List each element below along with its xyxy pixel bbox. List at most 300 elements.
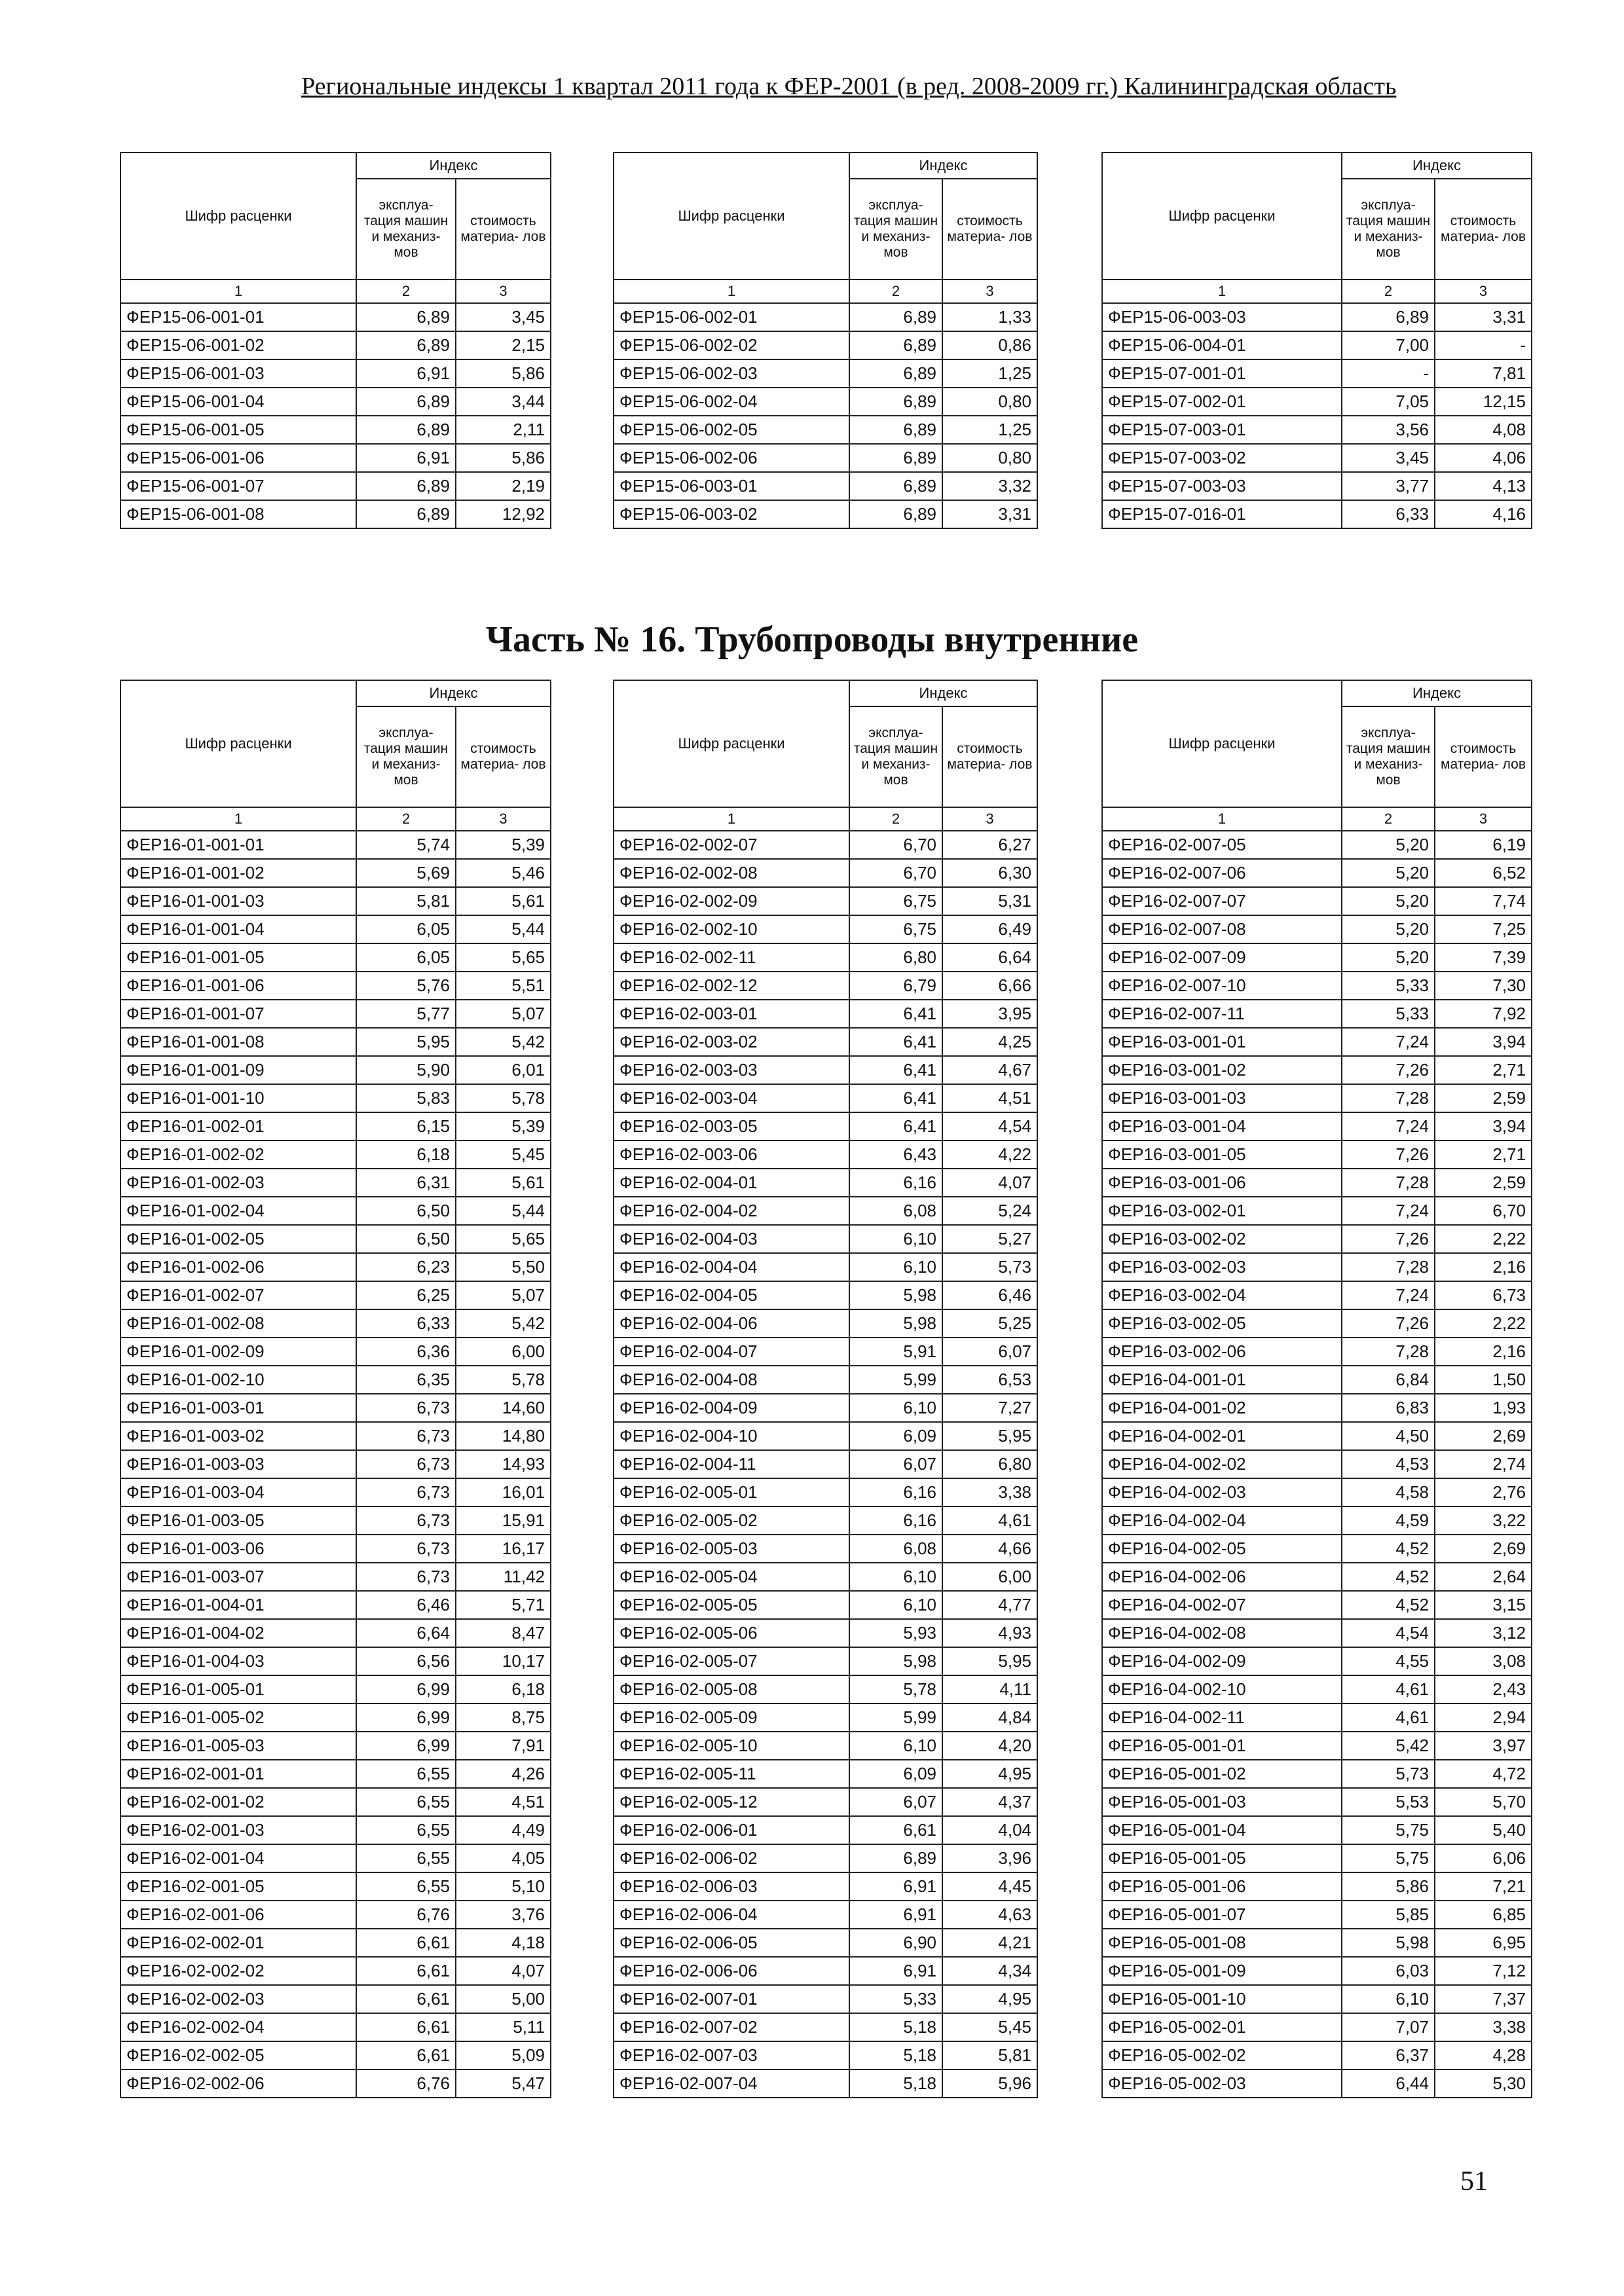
table-row	[1102, 500, 1532, 528]
materials-index: 5,51	[456, 972, 551, 1000]
machines-index: 6,10	[849, 1394, 942, 1422]
rate-code: ФЕР16-02-002-01	[120, 1929, 356, 1957]
machines-index: 5,33	[849, 1985, 942, 2013]
rate-code: ФЕР15-06-002-03	[614, 359, 849, 388]
column-number-3: 3	[456, 807, 551, 831]
rate-code: ФЕР16-01-002-10	[120, 1366, 356, 1394]
machines-index: 6,18	[356, 1140, 456, 1169]
rate-code: ФЕР16-01-004-03	[120, 1647, 356, 1675]
table-row	[614, 1957, 1037, 1985]
materials-index: 2,59	[1435, 1169, 1532, 1197]
machines-index: 6,89	[849, 444, 942, 472]
rate-code: ФЕР16-02-007-09	[1102, 943, 1342, 972]
table-row	[120, 1084, 551, 1112]
materials-index: 3,32	[942, 472, 1037, 500]
table-row	[1102, 303, 1532, 331]
column-number-1: 1	[120, 280, 356, 303]
machines-index: 7,28	[1342, 1253, 1435, 1281]
column-number-1: 1	[1102, 280, 1342, 303]
table-row	[614, 1929, 1037, 1957]
table-row	[614, 1338, 1037, 1366]
rate-code: ФЕР16-02-002-06	[120, 2069, 356, 2098]
materials-index: 15,91	[456, 1506, 551, 1535]
machines-index: 6,89	[356, 388, 456, 416]
rate-code: ФЕР15-06-001-04	[120, 388, 356, 416]
header-materials: стоимость материа- лов	[942, 179, 1037, 280]
rate-code: ФЕР16-02-002-03	[120, 1985, 356, 2013]
table-row	[1102, 1028, 1532, 1056]
header-materials: стоимость материа- лов	[1435, 179, 1532, 280]
machines-index: 7,28	[1342, 1084, 1435, 1112]
materials-index: 2,16	[1435, 1253, 1532, 1281]
rate-code: ФЕР16-01-001-07	[120, 1000, 356, 1028]
materials-index: 6,27	[942, 831, 1037, 859]
table-row	[614, 472, 1037, 500]
table-row	[120, 444, 551, 472]
table-row	[614, 1816, 1037, 1844]
materials-index: 5,78	[456, 1366, 551, 1394]
rate-code: ФЕР16-02-007-02	[614, 2013, 849, 2041]
materials-index: 4,93	[942, 1619, 1037, 1647]
rate-code: ФЕР16-02-004-11	[614, 1450, 849, 1478]
machines-index: 6,76	[356, 2069, 456, 2098]
materials-index: 4,72	[1435, 1760, 1532, 1788]
rate-code: ФЕР16-02-001-05	[120, 1872, 356, 1901]
column-number-2: 2	[356, 807, 456, 831]
table-row	[120, 887, 551, 915]
table-row	[120, 1140, 551, 1169]
header-index: Индекс	[1342, 680, 1532, 706]
materials-index: 1,93	[1435, 1394, 1532, 1422]
materials-index: 4,49	[456, 1816, 551, 1844]
table-row	[120, 1957, 551, 1985]
machines-index: 6,73	[356, 1422, 456, 1450]
materials-index: 6,66	[942, 972, 1037, 1000]
header-machines: эксплуа- тация машин и механиз- мов	[849, 706, 942, 807]
table-row	[1102, 1985, 1532, 2013]
rate-code: ФЕР16-01-001-03	[120, 887, 356, 915]
materials-index: 2,15	[456, 331, 551, 359]
materials-index: 1,25	[942, 359, 1037, 388]
rate-code: ФЕР16-02-004-03	[614, 1225, 849, 1253]
rate-code: ФЕР15-07-003-01	[1102, 416, 1342, 444]
table-row	[120, 1309, 551, 1338]
header-code: Шифр расценки	[614, 680, 849, 807]
rate-code: ФЕР16-02-002-12	[614, 972, 849, 1000]
header-index: Индекс	[356, 680, 551, 706]
materials-index: 0,80	[942, 444, 1037, 472]
materials-index: 5,65	[456, 943, 551, 972]
rate-code: ФЕР16-03-002-02	[1102, 1225, 1342, 1253]
table-row	[614, 1619, 1037, 1647]
machines-index: 6,55	[356, 1872, 456, 1901]
machines-index: 6,25	[356, 1281, 456, 1309]
rate-code: ФЕР16-02-007-11	[1102, 1000, 1342, 1028]
materials-index: 7,74	[1435, 887, 1532, 915]
machines-index: 6,84	[1342, 1366, 1435, 1394]
table-row	[1102, 388, 1532, 416]
machines-index: 5,18	[849, 2069, 942, 2098]
machines-index: 6,10	[1342, 1985, 1435, 2013]
rate-code: ФЕР16-02-002-05	[120, 2041, 356, 2069]
rate-code: ФЕР16-02-004-07	[614, 1338, 849, 1366]
rate-code: ФЕР16-02-002-04	[120, 2013, 356, 2041]
rate-code: ФЕР16-01-002-08	[120, 1309, 356, 1338]
rate-code: ФЕР15-06-001-05	[120, 416, 356, 444]
table-row	[614, 1140, 1037, 1169]
materials-index: 5,25	[942, 1309, 1037, 1338]
rate-code: ФЕР16-02-004-04	[614, 1253, 849, 1281]
machines-index: 7,26	[1342, 1140, 1435, 1169]
materials-index: 5,24	[942, 1197, 1037, 1225]
rate-code: ФЕР15-06-001-01	[120, 303, 356, 331]
materials-index: 8,47	[456, 1619, 551, 1647]
rate-code: ФЕР16-02-006-02	[614, 1844, 849, 1872]
column-number-1: 1	[120, 807, 356, 831]
machines-index: 6,89	[356, 472, 456, 500]
machines-index: 3,56	[1342, 416, 1435, 444]
rate-code: ФЕР16-01-001-05	[120, 943, 356, 972]
machines-index: 6,10	[849, 1563, 942, 1591]
materials-index: 6,06	[1435, 1844, 1532, 1872]
rate-code: ФЕР16-01-001-01	[120, 831, 356, 859]
materials-index: 4,51	[942, 1084, 1037, 1112]
table-row	[614, 1788, 1037, 1816]
table-row	[120, 972, 551, 1000]
header-machines: эксплуа- тация машин и механиз- мов	[356, 179, 456, 280]
machines-index: 6,61	[356, 1929, 456, 1957]
rate-code: ФЕР16-04-002-05	[1102, 1535, 1342, 1563]
table-row	[1102, 1844, 1532, 1872]
machines-index: 6,33	[356, 1309, 456, 1338]
rate-code: ФЕР16-02-003-01	[614, 1000, 849, 1028]
rate-code: ФЕР16-01-005-02	[120, 1704, 356, 1732]
rate-code: ФЕР15-06-003-01	[614, 472, 849, 500]
rate-code: ФЕР16-03-001-06	[1102, 1169, 1342, 1197]
materials-index: 5,86	[456, 444, 551, 472]
machines-index: 6,73	[356, 1506, 456, 1535]
part15-table-1	[120, 152, 551, 529]
materials-index: 4,04	[942, 1816, 1037, 1844]
rate-code: ФЕР16-02-007-05	[1102, 831, 1342, 859]
materials-index: 5,61	[456, 1169, 551, 1197]
table-row	[120, 500, 551, 528]
materials-index: 2,69	[1435, 1535, 1532, 1563]
rate-code: ФЕР16-04-002-11	[1102, 1704, 1342, 1732]
materials-index: 5,95	[942, 1422, 1037, 1450]
materials-index: 6,19	[1435, 831, 1532, 859]
column-number-2: 2	[849, 807, 942, 831]
rate-code: ФЕР16-01-001-09	[120, 1056, 356, 1084]
table-row	[120, 2069, 551, 2098]
machines-index: 5,76	[356, 972, 456, 1000]
materials-index: 4,34	[942, 1957, 1037, 1985]
part15-table-3	[1101, 152, 1532, 529]
rate-code: ФЕР16-01-003-02	[120, 1422, 356, 1450]
materials-index: 2,59	[1435, 1084, 1532, 1112]
materials-index: 2,71	[1435, 1140, 1532, 1169]
materials-index: 4,08	[1435, 416, 1532, 444]
table-row	[614, 1535, 1037, 1563]
rate-code: ФЕР15-06-003-03	[1102, 303, 1342, 331]
materials-index: 4,26	[456, 1760, 551, 1788]
materials-index: 5,45	[456, 1140, 551, 1169]
table-row	[614, 1169, 1037, 1197]
rate-code: ФЕР16-02-005-06	[614, 1619, 849, 1647]
machines-index: 4,61	[1342, 1704, 1435, 1732]
table-row	[614, 1225, 1037, 1253]
table-row	[120, 1450, 551, 1478]
rate-code: ФЕР16-02-007-03	[614, 2041, 849, 2069]
machines-index: 3,77	[1342, 472, 1435, 500]
materials-index: 5,42	[456, 1028, 551, 1056]
table-row	[614, 1281, 1037, 1309]
machines-index: 4,52	[1342, 1563, 1435, 1591]
machines-index: 6,08	[849, 1535, 942, 1563]
rate-code: ФЕР16-05-001-01	[1102, 1732, 1342, 1760]
rate-code: ФЕР16-03-002-03	[1102, 1253, 1342, 1281]
table-row	[120, 859, 551, 887]
machines-index: 5,86	[1342, 1872, 1435, 1901]
machines-index: 5,33	[1342, 1000, 1435, 1028]
materials-index: 5,78	[456, 1084, 551, 1112]
table-row	[614, 2041, 1037, 2069]
table-row	[120, 388, 551, 416]
table-row	[614, 1675, 1037, 1704]
materials-index: 5,95	[942, 1647, 1037, 1675]
rate-code: ФЕР15-06-001-07	[120, 472, 356, 500]
rate-code: ФЕР16-02-001-02	[120, 1788, 356, 1816]
machines-index: 6,37	[1342, 2041, 1435, 2069]
table-row	[1102, 1000, 1532, 1028]
table-row	[1102, 859, 1532, 887]
machines-index: 6,89	[1342, 303, 1435, 331]
machines-index: 4,52	[1342, 1535, 1435, 1563]
machines-index: 5,85	[1342, 1901, 1435, 1929]
rate-code: ФЕР16-01-001-06	[120, 972, 356, 1000]
table-row	[614, 943, 1037, 972]
rate-code: ФЕР16-04-002-09	[1102, 1647, 1342, 1675]
machines-index: 6,41	[849, 1056, 942, 1084]
part15-table-2	[613, 152, 1038, 529]
machines-index: 6,90	[849, 1929, 942, 1957]
rate-code: ФЕР16-05-001-06	[1102, 1872, 1342, 1901]
table-row	[614, 388, 1037, 416]
machines-index: 6,83	[1342, 1394, 1435, 1422]
machines-index: 6,89	[849, 359, 942, 388]
materials-index: 4,18	[456, 1929, 551, 1957]
rate-code: ФЕР16-02-002-10	[614, 915, 849, 943]
materials-index: 5,09	[456, 2041, 551, 2069]
materials-index: 6,53	[942, 1366, 1037, 1394]
rate-code: ФЕР16-04-002-01	[1102, 1422, 1342, 1450]
rate-code: ФЕР16-02-002-02	[120, 1957, 356, 1985]
materials-index: 7,21	[1435, 1872, 1532, 1901]
rate-code: ФЕР16-01-003-04	[120, 1478, 356, 1506]
rate-code: ФЕР15-07-003-03	[1102, 472, 1342, 500]
machines-index: 6,46	[356, 1591, 456, 1619]
column-number-2: 2	[1342, 807, 1435, 831]
page-header: Региональные индексы 1 квартал 2011 года к ФЕР-2001 (в ред. 2008-2009 гг.) Калининградская область	[301, 73, 1397, 100]
column-number-1: 1	[1102, 807, 1342, 831]
rate-code: ФЕР15-06-003-02	[614, 500, 849, 528]
table-row	[1102, 1929, 1532, 1957]
materials-index: 6,00	[456, 1338, 551, 1366]
materials-index: 6,07	[942, 1338, 1037, 1366]
machines-index: 6,16	[849, 1478, 942, 1506]
materials-index: 5,10	[456, 1872, 551, 1901]
rate-code: ФЕР16-01-002-07	[120, 1281, 356, 1309]
table-row	[1102, 1056, 1532, 1084]
rate-code: ФЕР16-02-001-04	[120, 1844, 356, 1872]
materials-index: 7,92	[1435, 1000, 1532, 1028]
machines-index: 5,53	[1342, 1788, 1435, 1816]
table-row	[1102, 1619, 1532, 1647]
table-row	[614, 1647, 1037, 1675]
machines-index: 5,20	[1342, 859, 1435, 887]
rate-code: ФЕР16-02-006-06	[614, 1957, 849, 1985]
table-row	[614, 1506, 1037, 1535]
part16-table-1	[120, 680, 551, 2098]
rate-code: ФЕР16-02-005-12	[614, 1788, 849, 1816]
rate-code: ФЕР16-02-003-03	[614, 1056, 849, 1084]
rate-code: ФЕР15-06-002-06	[614, 444, 849, 472]
table-row	[120, 359, 551, 388]
table-row	[120, 1647, 551, 1675]
machines-index: 7,24	[1342, 1028, 1435, 1056]
machines-index: 6,91	[849, 1901, 942, 1929]
rate-code: ФЕР16-01-001-10	[120, 1084, 356, 1112]
rate-code: ФЕР16-02-005-08	[614, 1675, 849, 1704]
table-row	[614, 331, 1037, 359]
rate-code: ФЕР16-04-002-02	[1102, 1450, 1342, 1478]
table-row	[120, 1197, 551, 1225]
materials-index: 4,95	[942, 1985, 1037, 2013]
rate-code: ФЕР15-07-001-01	[1102, 359, 1342, 388]
materials-index: 5,45	[942, 2013, 1037, 2041]
header-machines: эксплуа- тация машин и механиз- мов	[849, 179, 942, 280]
rate-code: ФЕР16-02-005-07	[614, 1647, 849, 1675]
machines-index: 5,20	[1342, 943, 1435, 972]
machines-index: 6,36	[356, 1338, 456, 1366]
machines-index: 6,89	[849, 500, 942, 528]
materials-index: 6,46	[942, 1281, 1037, 1309]
machines-index: 6,15	[356, 1112, 456, 1140]
materials-index: 4,61	[942, 1506, 1037, 1535]
materials-index: 2,22	[1435, 1225, 1532, 1253]
table-row	[614, 1366, 1037, 1394]
machines-index: 6,05	[356, 943, 456, 972]
materials-index: 2,22	[1435, 1309, 1532, 1338]
rate-code: ФЕР16-02-004-02	[614, 1197, 849, 1225]
machines-index: 6,23	[356, 1253, 456, 1281]
rate-code: ФЕР16-05-002-03	[1102, 2069, 1342, 2098]
rate-code: ФЕР15-06-004-01	[1102, 331, 1342, 359]
rate-code: ФЕР16-04-001-01	[1102, 1366, 1342, 1394]
rate-code: ФЕР16-02-007-06	[1102, 859, 1342, 887]
materials-index: 6,49	[942, 915, 1037, 943]
machines-index: 5,98	[849, 1647, 942, 1675]
table-row	[1102, 1732, 1532, 1760]
table-row	[120, 1112, 551, 1140]
machines-index: 6,55	[356, 1788, 456, 1816]
header-code: Шифр расценки	[120, 153, 356, 280]
table-row	[614, 1563, 1037, 1591]
table-row	[1102, 1225, 1532, 1253]
rate-code: ФЕР16-04-001-02	[1102, 1394, 1342, 1422]
materials-index: 5,46	[456, 859, 551, 887]
table-row	[1102, 331, 1532, 359]
materials-index: 12,15	[1435, 388, 1532, 416]
rate-code: ФЕР15-06-002-04	[614, 388, 849, 416]
machines-index: 6,16	[849, 1506, 942, 1535]
machines-index: 5,20	[1342, 831, 1435, 859]
materials-index: 2,43	[1435, 1675, 1532, 1704]
table-row	[1102, 1084, 1532, 1112]
table-row	[120, 2013, 551, 2041]
machines-index: 6,35	[356, 1366, 456, 1394]
rate-code: ФЕР16-05-001-09	[1102, 1957, 1342, 1985]
materials-index: 5,50	[456, 1253, 551, 1281]
table-row	[120, 1985, 551, 2013]
rate-code: ФЕР16-02-005-10	[614, 1732, 849, 1760]
rate-code: ФЕР16-02-003-06	[614, 1140, 849, 1169]
table-row	[614, 1844, 1037, 1872]
table-row	[120, 331, 551, 359]
machines-index: 6,80	[849, 943, 942, 972]
rate-code: ФЕР16-05-001-05	[1102, 1844, 1342, 1872]
machines-index: 5,99	[849, 1366, 942, 1394]
table-row	[1102, 1478, 1532, 1506]
rate-code: ФЕР16-04-002-08	[1102, 1619, 1342, 1647]
rate-code: ФЕР16-02-003-04	[614, 1084, 849, 1112]
rate-code: ФЕР16-01-005-01	[120, 1675, 356, 1704]
table-row	[1102, 1675, 1532, 1704]
rate-code: ФЕР16-02-005-05	[614, 1591, 849, 1619]
materials-index: 5,31	[942, 887, 1037, 915]
rate-code: ФЕР16-01-003-07	[120, 1563, 356, 1591]
materials-index: 5,71	[456, 1591, 551, 1619]
machines-index: 5,20	[1342, 915, 1435, 943]
materials-index: 2,16	[1435, 1338, 1532, 1366]
rate-code: ФЕР16-01-002-02	[120, 1140, 356, 1169]
rate-code: ФЕР15-06-002-05	[614, 416, 849, 444]
rate-code: ФЕР16-02-002-09	[614, 887, 849, 915]
machines-index: 7,24	[1342, 1197, 1435, 1225]
machines-index: 6,31	[356, 1169, 456, 1197]
materials-index: 6,01	[456, 1056, 551, 1084]
rate-code: ФЕР16-03-002-01	[1102, 1197, 1342, 1225]
materials-index: 5,65	[456, 1225, 551, 1253]
machines-index: 6,16	[849, 1169, 942, 1197]
table-row	[120, 1844, 551, 1872]
machines-index: 6,50	[356, 1225, 456, 1253]
machines-index: 6,50	[356, 1197, 456, 1225]
rate-code: ФЕР16-02-004-09	[614, 1394, 849, 1422]
table-row	[614, 1732, 1037, 1760]
table-row	[120, 1760, 551, 1788]
machines-index: 6,55	[356, 1760, 456, 1788]
rate-code: ФЕР16-01-002-06	[120, 1253, 356, 1281]
materials-index: 5,44	[456, 915, 551, 943]
machines-index: 7,26	[1342, 1056, 1435, 1084]
table-row	[614, 359, 1037, 388]
table-row	[614, 1450, 1037, 1478]
materials-index: 2,11	[456, 416, 551, 444]
materials-index: 5,44	[456, 1197, 551, 1225]
machines-index: 5,69	[356, 859, 456, 887]
header-index: Индекс	[849, 680, 1037, 706]
